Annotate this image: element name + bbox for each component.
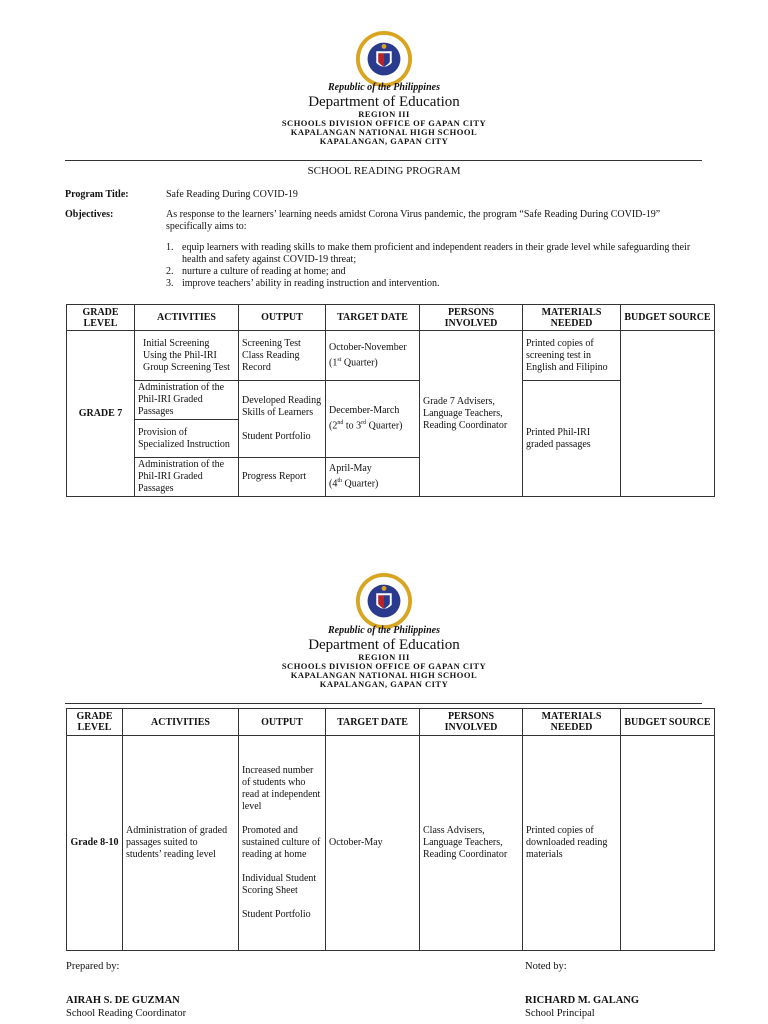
target-date-cell: October-May bbox=[326, 736, 420, 951]
division-line: SCHOOLS DIVISION OFFICE OF GAPAN CITY bbox=[281, 118, 487, 129]
program-title-value: Safe Reading During COVID-19 bbox=[166, 189, 298, 200]
objectives-intro: As response to the learners’ learning needs amidst Corona Virus pandemic, the program “Safe Reading During COVID-19” specifically aims to: bbox=[166, 209, 661, 232]
region-line: REGION III bbox=[358, 109, 410, 120]
objective-item: 3. improve teachers’ ability in reading instruction and intervention. bbox=[166, 278, 440, 289]
col-budget-source: BUDGET SOURCE bbox=[621, 305, 715, 331]
department-name: Department of Education bbox=[308, 636, 460, 653]
col-persons-involved: PERSONS INVOLVED bbox=[420, 305, 523, 331]
table-row bbox=[67, 381, 715, 420]
address-line: KAPALANGAN, GAPAN CITY bbox=[319, 136, 449, 147]
table-header-row bbox=[67, 709, 715, 736]
table-row bbox=[67, 736, 715, 951]
output-cell: Increased number of students who read at independent level Promoted and sustained culture of reading at home Individual Student Scoring Sheet Student Portfolio bbox=[239, 736, 326, 951]
objectives-label: Objectives: bbox=[65, 209, 114, 220]
budget-cell bbox=[621, 736, 715, 951]
department-name: Department of Education bbox=[308, 93, 460, 110]
address-line: KAPALANGAN, GAPAN CITY bbox=[319, 679, 449, 690]
materials-cell: Printed copies of downloaded reading materials bbox=[523, 736, 621, 951]
activity-cell: Provision of Specialized Instruction bbox=[135, 420, 239, 458]
output-cell: Developed Reading Skills of Learners Student Portfolio bbox=[239, 381, 326, 458]
activity-cell: Administration of graded passages suited to students’ reading level bbox=[123, 736, 239, 951]
letterhead bbox=[0, 626, 768, 689]
target-date-cell: October-November (1st Quarter) bbox=[326, 331, 420, 381]
table-row bbox=[67, 331, 715, 381]
republic-line: Republic of the Philippines bbox=[328, 82, 440, 93]
school-line: KAPALANGAN NATIONAL HIGH SCHOOL bbox=[290, 670, 478, 681]
objectives-list bbox=[166, 242, 696, 290]
division-line: SCHOOLS DIVISION OFFICE OF GAPAN CITY bbox=[281, 661, 487, 672]
header-divider bbox=[65, 703, 702, 704]
prepared-by-name: AIRAH S. DE GUZMAN bbox=[66, 995, 180, 1006]
col-materials-needed: MATERIALS NEEDED bbox=[523, 305, 621, 331]
col-output: OUTPUT bbox=[239, 305, 326, 331]
noted-by-name: RICHARD M. GALANG bbox=[525, 995, 640, 1006]
budget-cell bbox=[621, 331, 715, 497]
col-budget-source: BUDGET SOURCE bbox=[621, 709, 715, 736]
school-line: KAPALANGAN NATIONAL HIGH SCHOOL bbox=[290, 127, 478, 138]
target-date-cell: April-May (4th Quarter) bbox=[326, 458, 420, 497]
activity-cell: Administration of the Phil-IRI Graded Passages bbox=[135, 458, 239, 497]
noted-by-role: School Principal bbox=[525, 1008, 595, 1019]
col-target-date: TARGET DATE bbox=[326, 305, 420, 331]
noted-by-block bbox=[525, 994, 639, 1020]
grade7-program-table bbox=[66, 304, 715, 497]
output-cell: Screening Test Class Reading Record bbox=[239, 331, 326, 381]
col-activities: ACTIVITIES bbox=[123, 709, 239, 736]
output-cell: Progress Report bbox=[239, 458, 326, 497]
header-divider bbox=[65, 160, 702, 161]
republic-line: Republic of the Philippines bbox=[328, 625, 440, 636]
col-output: OUTPUT bbox=[239, 709, 326, 736]
program-heading: SCHOOL READING PROGRAM bbox=[307, 165, 461, 177]
deped-seal-icon bbox=[355, 30, 413, 88]
persons-cell: Grade 7 Advisers, Language Teachers, Reading Coordinator bbox=[420, 331, 523, 497]
materials-cell: Printed copies of screening test in English and Filipino bbox=[523, 331, 621, 381]
letterhead bbox=[0, 83, 768, 146]
col-grade-level: GRADE LEVEL bbox=[67, 305, 135, 331]
materials-cell: Printed Phil-IRI graded passages bbox=[523, 381, 621, 497]
objective-item: 2. nurture a culture of reading at home; and bbox=[166, 266, 346, 277]
persons-cell: Class Advisers, Language Teachers, Reading Coordinator bbox=[420, 736, 523, 951]
col-grade-level: GRADE LEVEL bbox=[67, 709, 123, 736]
col-persons-involved: PERSONS INVOLVED bbox=[420, 709, 523, 736]
program-title-label: Program Title: bbox=[65, 189, 129, 200]
grade8-10-program-table bbox=[66, 708, 715, 951]
target-date-cell: December-March (2nd to 3rd Quarter) bbox=[326, 381, 420, 458]
prepared-by-block bbox=[66, 994, 186, 1020]
col-materials-needed: MATERIALS NEEDED bbox=[523, 709, 621, 736]
activity-cell: Administration of the Phil-IRI Graded Passages bbox=[135, 381, 239, 420]
objective-item: 1. equip learners with reading skills to make them proficient and independent readers in their grade level while safeguarding their health and safety against COVID-19 threat; bbox=[166, 242, 691, 265]
activity-cell: Initial Screening Using the Phil-IRI Group Screening Test bbox=[135, 331, 239, 381]
col-activities: ACTIVITIES bbox=[135, 305, 239, 331]
col-target-date: TARGET DATE bbox=[326, 709, 420, 736]
grade-cell: Grade 8-10 bbox=[67, 736, 123, 951]
grade-cell: GRADE 7 bbox=[67, 331, 135, 497]
table-header-row bbox=[67, 305, 715, 331]
region-line: REGION III bbox=[358, 652, 410, 663]
prepared-by-label: Prepared by: bbox=[66, 961, 120, 972]
prepared-by-role: School Reading Coordinator bbox=[66, 1008, 187, 1019]
noted-by-label: Noted by: bbox=[525, 961, 567, 972]
deped-seal-icon bbox=[355, 572, 413, 630]
